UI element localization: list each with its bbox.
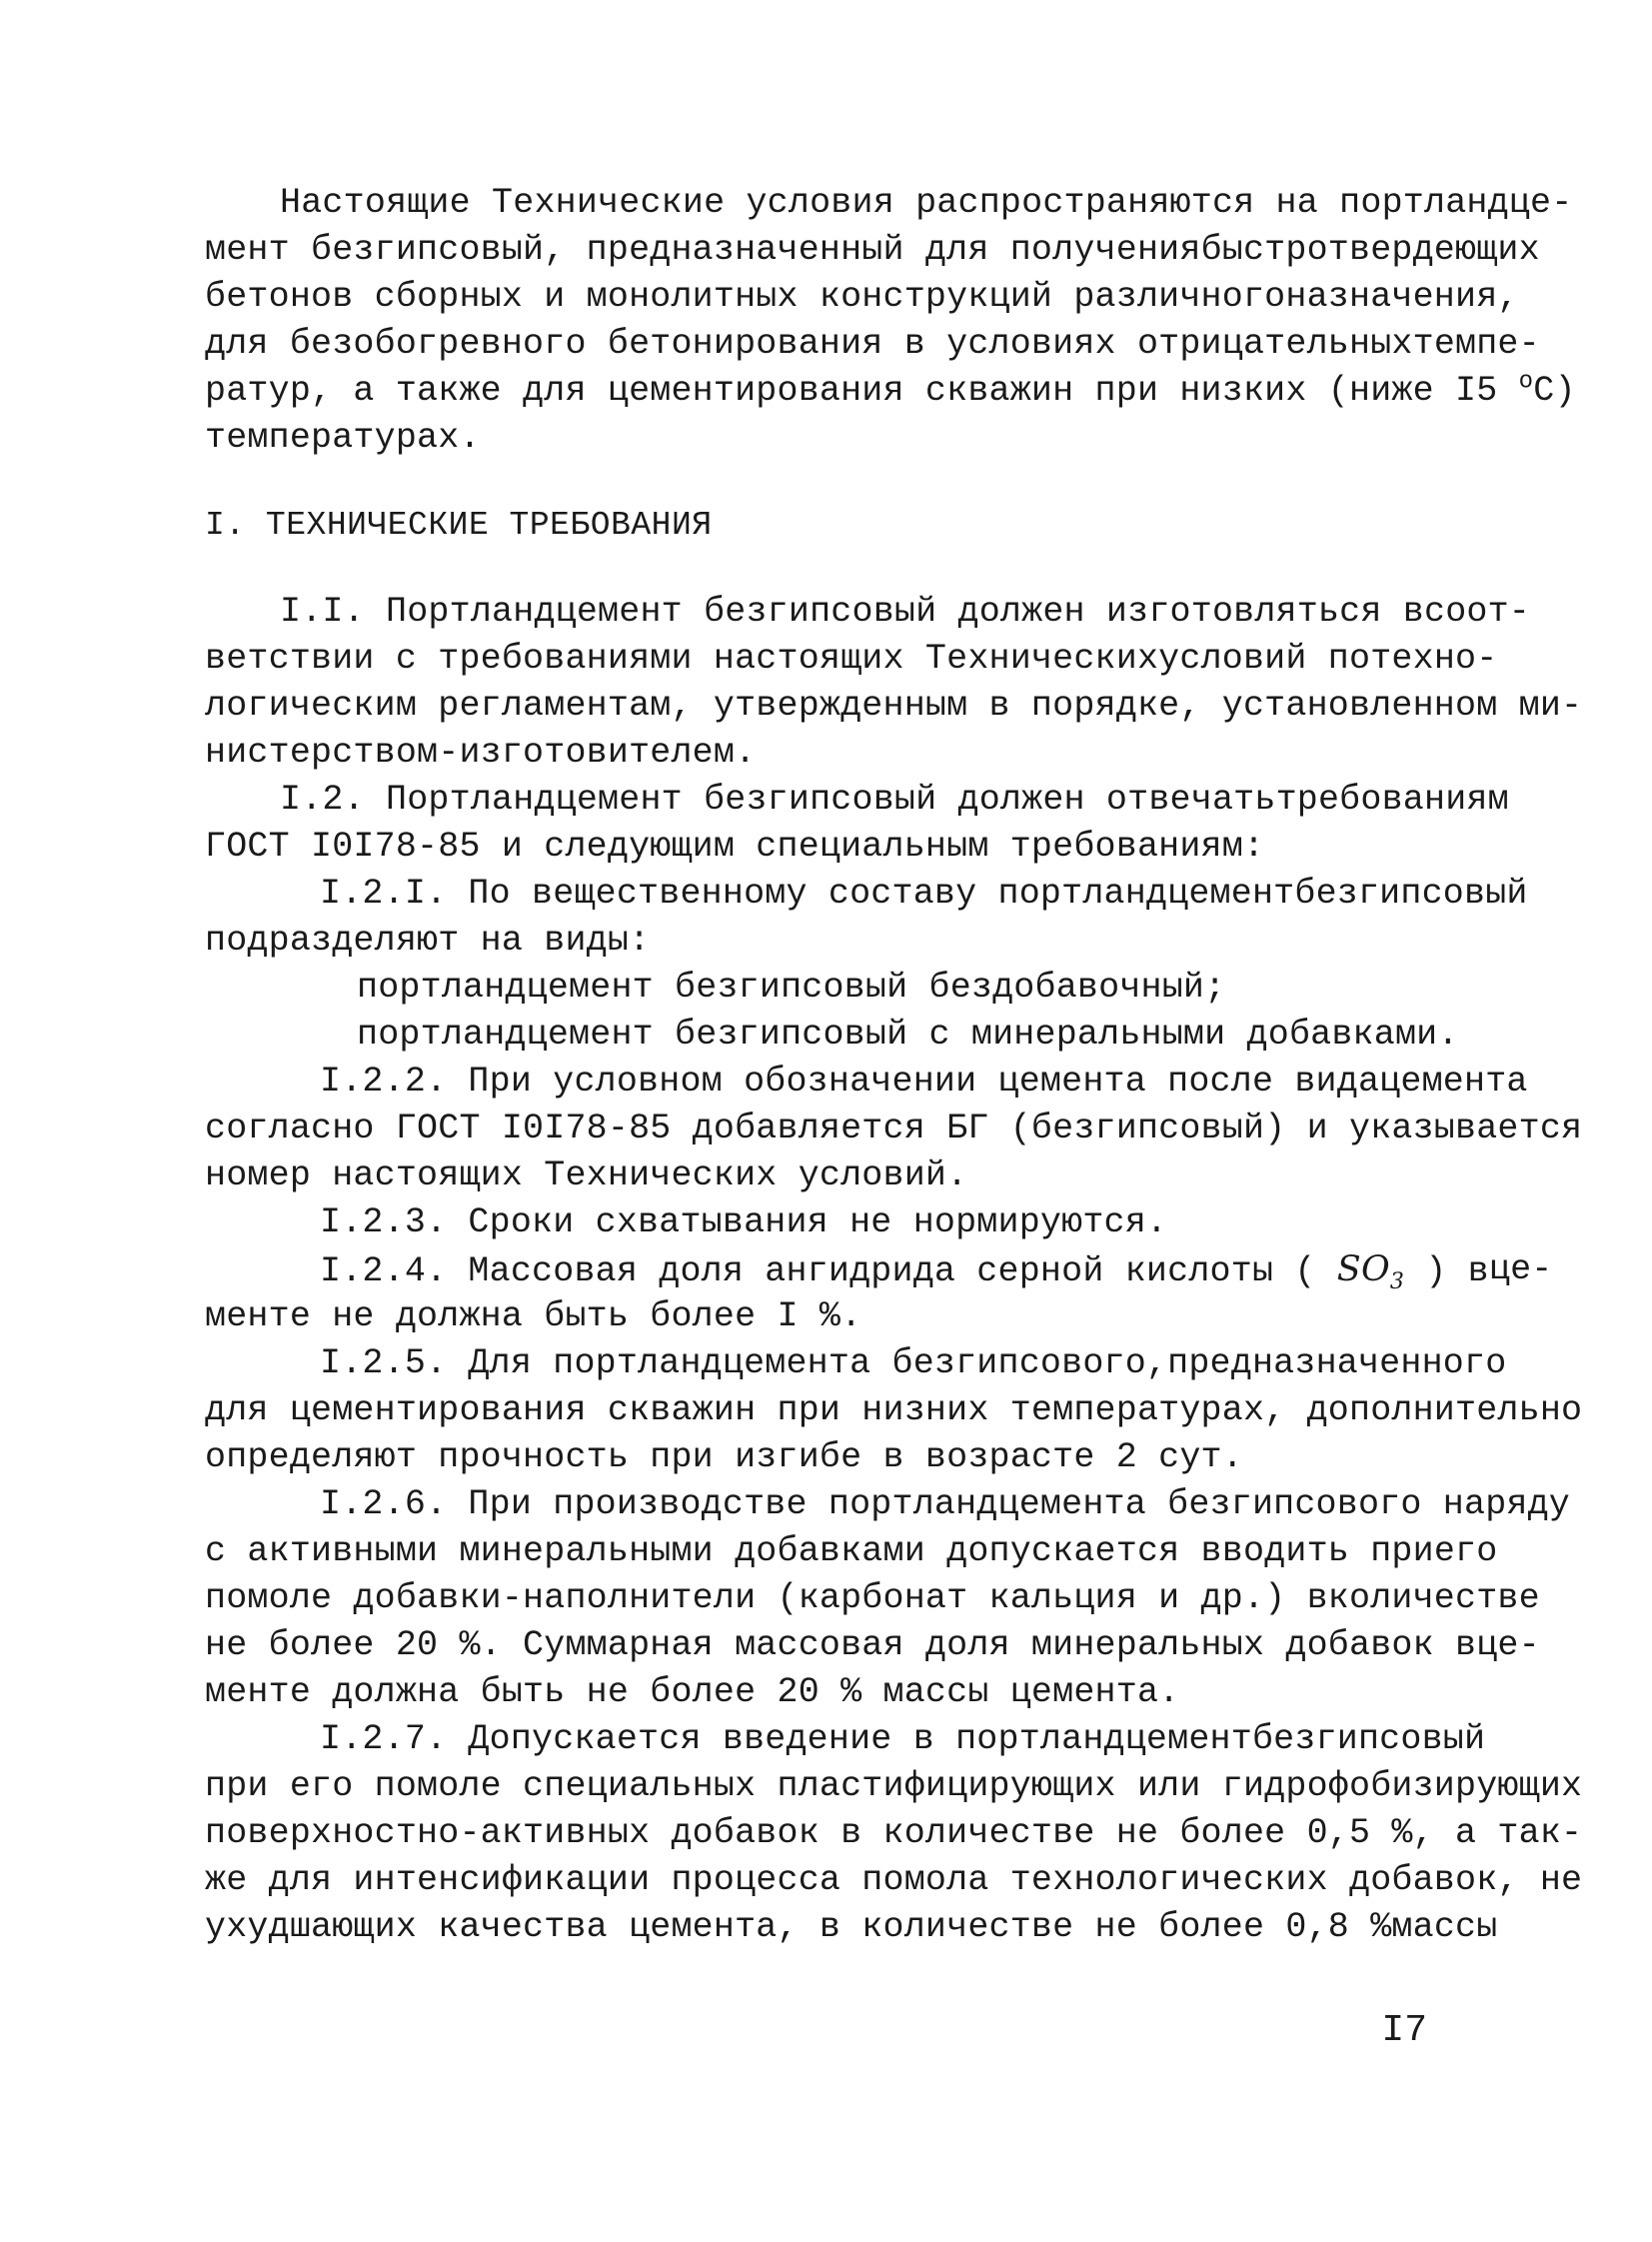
clause-1-2-2 <box>205 1059 1583 1199</box>
text-line: I.2.6. При производстве портландцемента безгипсового наряду <box>320 1484 1571 1524</box>
degree-sign: о <box>1518 368 1534 396</box>
text-line: I.2. Портландцемент безгипсовый должен отвечать требованиям <box>280 780 1509 820</box>
text-line: I.2.7. Допускается введение в портландцемент безгипсовый <box>320 1719 1486 1759</box>
text-line: номер настоящих Технических условий. <box>205 1155 968 1195</box>
text-line: I.I. Портландцемент безгипсовый должен изготовляться в соот- <box>280 592 1531 632</box>
text-line: же для интенсификации процесса помола технологических добавок, не <box>205 1860 1583 1900</box>
clause-1-2-6 <box>205 1481 1571 1716</box>
text-line: I.2.3. Сроки схватывания не нормируются. <box>320 1202 1168 1242</box>
clause-1-2 <box>205 777 1509 871</box>
text-line: согласно ГОСТ I0I78-85 добавляется БГ (безгипсовый) и указывается <box>205 1109 1583 1148</box>
so3-formula: $SO_3$ <box>1336 1249 1405 1294</box>
text-line: для цементирования скважин при низних температурах, дополнительно <box>205 1390 1583 1430</box>
clause-1-2-4 <box>205 1246 1553 1340</box>
text-line: поверхностно-активных добавок в количестве не более 0,5 %, а так- <box>205 1813 1583 1853</box>
text-line: помоле добавки-наполнители (карбонат кальция и др.) в количестве <box>205 1578 1540 1618</box>
clause-1-2-5 <box>205 1340 1583 1481</box>
text-line: нистерством-изготовителем. <box>205 733 757 773</box>
text-line: при его помоле специальных пластифицирующих или гидрофобизирующих <box>205 1766 1583 1806</box>
text-line: логическим регламентам, утвержденным в порядке, установленном ми- <box>205 686 1583 726</box>
text-line: I.2.5. Для портландцемента безгипсового, предназначенного <box>320 1343 1507 1383</box>
text-line: определяют прочность при изгибе в возрасте 2 сут. <box>205 1437 1243 1477</box>
section-heading: I. ТЕХНИЧЕСКИЕ ТРЕБОВАНИЯ <box>205 507 713 544</box>
text-line: I.2.2. При условном обозначении цемента после вида цемента <box>320 1062 1528 1102</box>
text-line: с активными минеральными добавками допускается вводить при его <box>205 1531 1498 1571</box>
page-number: I7 <box>1381 2009 1427 2052</box>
clause-1-2-3 <box>205 1199 1474 1246</box>
text-line: менте должна быть не более 20 % массы цемента. <box>205 1672 1180 1712</box>
list-item: портландцемент безгипсовый с минеральными добавками. <box>357 1015 1459 1055</box>
text-line: не более 20 %. Суммарная массовая доля минеральных добавок в це- <box>205 1625 1540 1665</box>
text-line: менте не должна быть более I %. <box>205 1296 862 1336</box>
text-line: для безобогревного бетонирования в условиях отрицательных темпе- <box>205 324 1540 364</box>
text-line: бетонов сборных и монолитных конструкций различного назначения, <box>205 277 1519 317</box>
clause-1-2-1 <box>205 871 1528 1059</box>
text-line: ветствии с требованиями настоящих Технических условий по техно- <box>205 639 1498 679</box>
clause-1-2-7 <box>205 1716 1583 1951</box>
text-line: Настоящие Технические условия распространяются на портландце- <box>280 183 1573 223</box>
document-page <box>205 180 1583 1951</box>
text-line: ухудшающих качества цемента, в количестве не более 0,8 % массы <box>205 1907 1498 1947</box>
text-line: ратур, а также для цементирования скважин при низких (ниже I5 $^о$С) <box>205 368 1576 411</box>
intro-paragraph <box>205 180 1576 462</box>
list-item: портландцемент безгипсовый бездобавочный; <box>357 968 1226 1008</box>
text-line: ГОСТ I0I78-85 и следующим специальным требованиям: <box>205 827 1265 867</box>
text-line: I.2.I. По вещественному составу портландцемент безгипсовый <box>320 874 1528 914</box>
clause-1-1 <box>205 589 1583 777</box>
text-line: I.2.4. Массовая доля ангидрида серной кислоты ( $SO_3$ ) в це- <box>320 1249 1553 1294</box>
text-line: температурах. <box>205 418 481 458</box>
text-line: мент безгипсовый, предназначенный для получения быстротвердеющих <box>205 230 1540 270</box>
text-line: подразделяют на виды: <box>205 921 651 961</box>
